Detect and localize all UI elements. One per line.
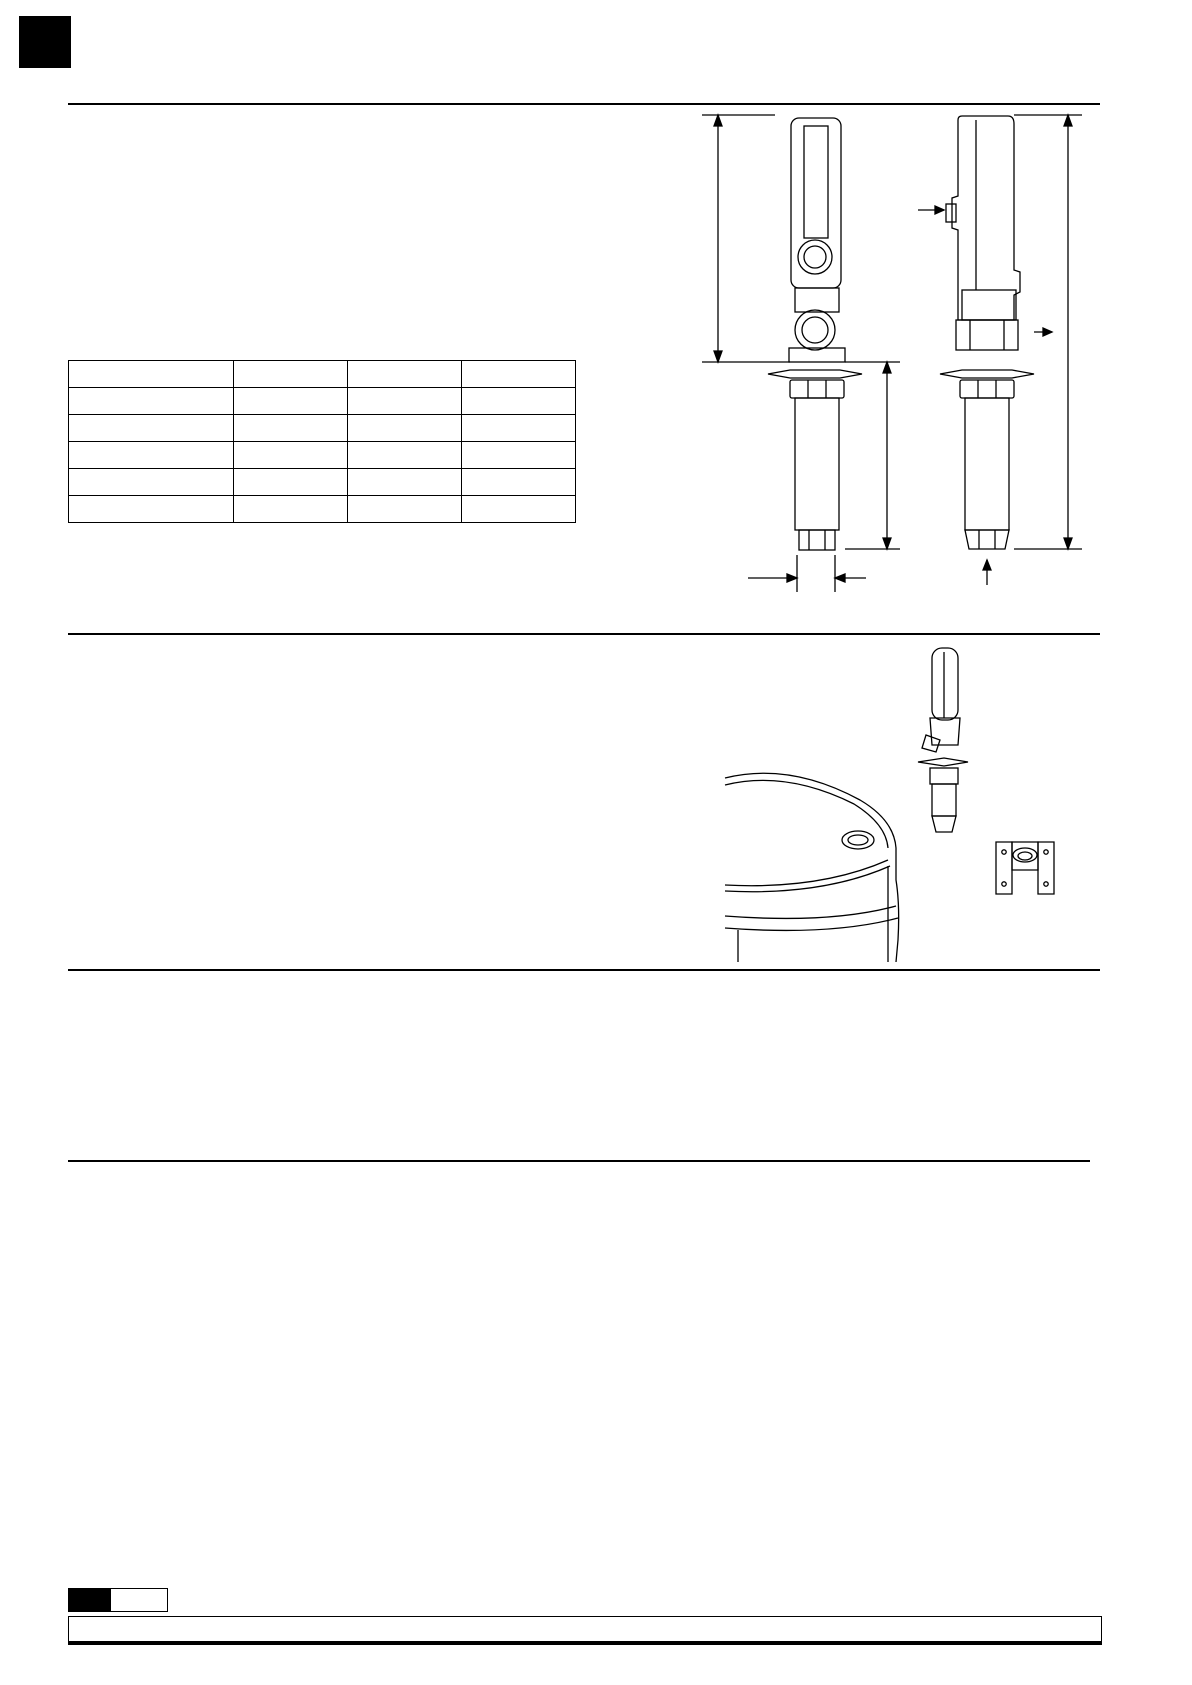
table-cell xyxy=(348,469,462,496)
table-cell xyxy=(348,415,462,442)
table-cell xyxy=(462,415,576,442)
table-cell xyxy=(348,388,462,415)
table-cell xyxy=(69,496,234,523)
footer-bar xyxy=(68,1616,1102,1645)
table-cell xyxy=(348,361,462,388)
table-cell xyxy=(234,388,348,415)
table-cell xyxy=(69,469,234,496)
footer-page-tab-dark xyxy=(68,1588,110,1612)
table-cell xyxy=(69,361,234,388)
specifications-table xyxy=(68,360,576,523)
section-divider-installation xyxy=(68,633,1100,635)
footer-page-tab-light xyxy=(110,1588,168,1612)
table-cell xyxy=(462,361,576,388)
pump-side-view-figure xyxy=(918,115,1082,585)
table-cell xyxy=(462,388,576,415)
table-row xyxy=(69,361,576,388)
section-marker-block xyxy=(19,16,71,68)
section-divider-top xyxy=(68,103,1100,105)
table-row xyxy=(69,469,576,496)
table-cell xyxy=(348,496,462,523)
table-cell xyxy=(234,469,348,496)
table-row xyxy=(69,442,576,469)
section-divider-notes xyxy=(68,969,1100,971)
drum-installation-drawing xyxy=(720,640,1080,965)
table-cell xyxy=(234,496,348,523)
table-cell xyxy=(234,442,348,469)
table-row xyxy=(69,496,576,523)
pump-installed-figure xyxy=(918,648,968,832)
table-cell xyxy=(462,469,576,496)
table-cell xyxy=(69,388,234,415)
table-cell xyxy=(462,442,576,469)
table-cell xyxy=(69,415,234,442)
wall-bracket-figure xyxy=(996,842,1054,894)
table-cell xyxy=(234,415,348,442)
drum-figure xyxy=(725,773,899,962)
table-cell xyxy=(234,361,348,388)
table-cell xyxy=(348,442,462,469)
drum-pump-dimension-drawing xyxy=(680,108,1100,608)
table-row xyxy=(69,388,576,415)
pump-front-view-figure xyxy=(702,115,900,592)
section-divider-procedure xyxy=(68,1160,1090,1162)
table-cell xyxy=(462,496,576,523)
table-cell xyxy=(69,442,234,469)
table-row xyxy=(69,415,576,442)
